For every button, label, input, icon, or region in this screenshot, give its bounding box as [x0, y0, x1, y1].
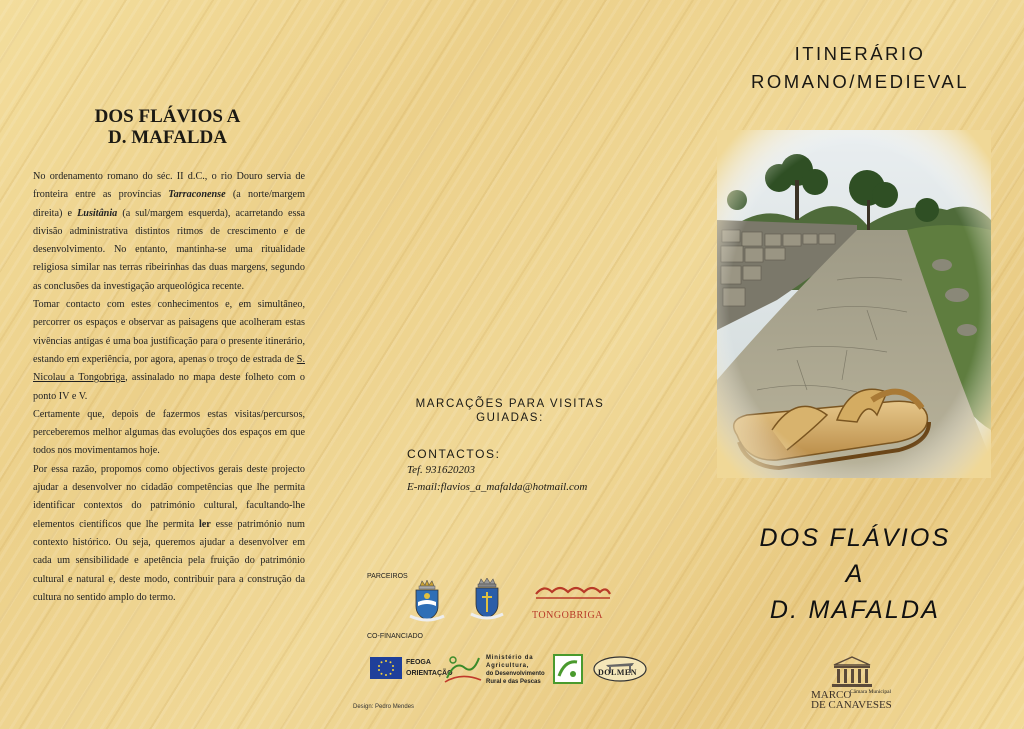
p4-text-b: ler [198, 518, 211, 530]
right-panel [700, 0, 1024, 729]
design-credit: Design: Pedro Mendes [353, 704, 415, 710]
guided-visits-heading: MARCAÇÕES PARA VISITAS GUIADAS: [415, 398, 605, 424]
brochure-title [730, 520, 980, 628]
cofinanced-label: CO-FINANCIADO [367, 633, 423, 640]
ministry-line3: do Desenvolvimento [486, 671, 545, 677]
feoga-orientation-label: ORIENTAÇÃO [406, 670, 453, 677]
ministry-line1: Ministério da [486, 655, 534, 661]
email-address: E-mail:flavios_a_mafalda@hotmail.com [407, 481, 588, 493]
municipality-name-line2: DE CANAVESES [811, 699, 892, 711]
parish-crest-1-icon [404, 580, 450, 624]
itinerary-header-line1: ITINERÁRIO [794, 43, 926, 64]
partners-label: PARCEIROS [367, 573, 408, 580]
dolmen-label: DOLMEN [598, 668, 637, 677]
left-title [30, 106, 305, 148]
ministry-line2: Agricultura, [486, 663, 530, 669]
p4-text-c: esse património num contexto histórico. Ou seja, queremos ajudar a desenvolver em cada um sensibilidade e apetência pela fruição do património cultural e natural e, deste modo, contribuir para a construção da cultura no sentido amplo do termo. [33, 518, 305, 603]
p1-text-c: (a norte/margem direita) e [33, 189, 305, 219]
ministry-line4: Rural e das Pescas [486, 679, 541, 685]
p1-text-e: (a sul/margem esquerda), acarretando essa divisão administrativa distintos ritmos de crescimento e de desenvolvimento. No entanto, mantinha-se uma ritualidade religiosa similar nas terras ribeirinhas das duas margens, segundo as conclusões da investigação arqueológica recente. [33, 207, 306, 292]
parish-crest-2-icon [467, 578, 507, 622]
municipality-name-line1: MARCO [811, 689, 852, 701]
tongobriga-label: TONGOBRIGA [532, 610, 603, 621]
province-lusitania: Lusitânia [77, 207, 118, 219]
route-link: S. Nicolau a Tongobriga [33, 353, 305, 384]
ministry-label [486, 654, 545, 686]
ministry-logo-icon [443, 652, 483, 684]
middle-panel [340, 0, 700, 729]
left-title-line1: DOS FLÁVIOS A [94, 106, 241, 127]
province-tarraconense: Tarraconense [168, 189, 226, 201]
tongobriga-logo-icon [532, 582, 612, 612]
left-panel [0, 0, 340, 729]
leader-logo-icon [553, 654, 583, 684]
phone-number: Tef. 931620203 [407, 464, 476, 476]
intro-text [33, 168, 305, 607]
brochure-title-line3: D. MAFALDA [769, 596, 941, 624]
brochure-title-line2: A [845, 560, 865, 588]
paragraph-3: Certamente que, depois de fazermos estas visitas/percursos, perceberemos melhor algumas das evoluções dos espaços em que todos nos movimentamos hoje. [33, 408, 305, 457]
brochure-title-line1: DOS FLÁVIOS [759, 524, 951, 552]
itinerary-header [710, 40, 1010, 96]
roman-road-sandal-photo [717, 130, 991, 478]
municipality-small-label: Câmara Municipal [850, 689, 892, 695]
p1-text-a: No ordenamento romano do séc. II d.C., o rio Douro servia de fronteira entre as províncias [33, 171, 305, 201]
p2-text-a: Tomar contacto com estes conhecimentos e, em simultâneo, percorrer os espaços e observar as paisagens que acolheram estas vivências antigas é uma boa justificação para o presente itinerário, estando em experiência, por agora, apenas o troço de estrada de [33, 299, 305, 365]
paragraph-4 [33, 461, 305, 607]
itinerary-header-line2: ROMANO/MEDIEVAL [750, 71, 970, 92]
eu-flag-icon [370, 657, 402, 679]
p4-text-a: Por essa razão, propomos como objectivos gerais deste projecto ajudar a desenvolver no cidadão competências que lhe permita identificar contextos do património cultural, facultando-lhe elementos científicos que lhe permita [33, 463, 305, 530]
p2-text-c: , assinalado no mapa deste folheto com o ponto IV e V. [33, 372, 306, 402]
left-title-line2: D. MAFALDA [108, 127, 227, 148]
paragraph-1 [33, 168, 305, 296]
municipality-building-icon [830, 655, 874, 689]
contacts-heading: CONTACTOS: [407, 447, 501, 461]
paragraph-2 [33, 296, 305, 406]
feoga-label: FEOGA [406, 659, 431, 666]
